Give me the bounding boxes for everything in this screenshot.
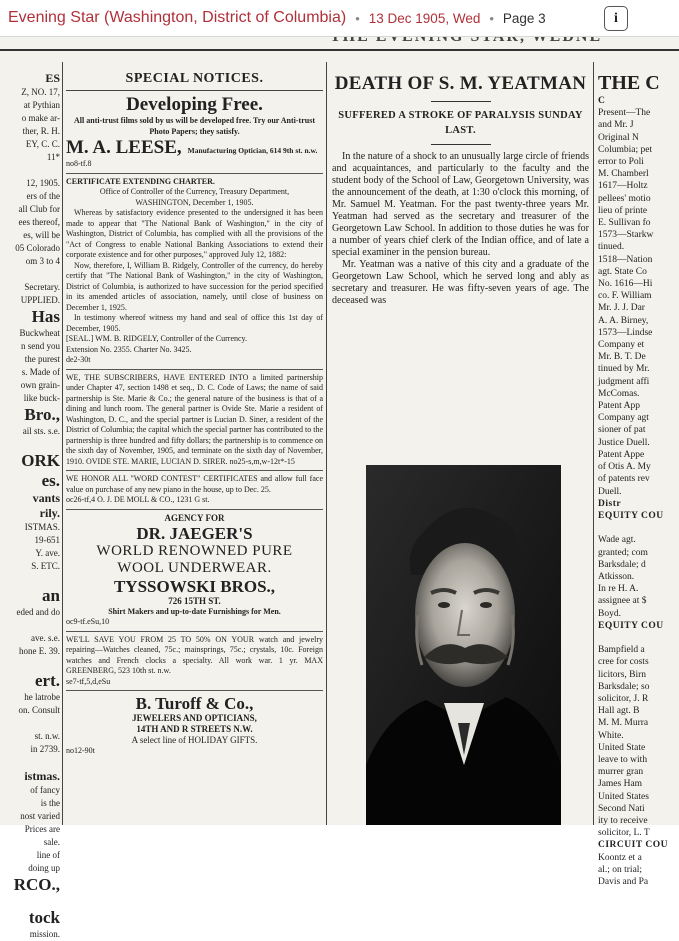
text-fragment: hone E. 39. bbox=[19, 646, 60, 656]
publication-title[interactable]: Evening Star (Washington, District of Columbia) bbox=[8, 9, 347, 26]
text-fragment: 1617—Holtz bbox=[598, 181, 648, 192]
text-fragment: and Mr. J bbox=[598, 120, 634, 131]
text-fragment: Original N bbox=[598, 132, 639, 143]
text-fragment: Buckwheat bbox=[19, 328, 60, 338]
text-fragment bbox=[0, 619, 60, 632]
notice-body: WE, THE SUBSCRIBERS, HAVE ENTERED INTO a limited partnership under Chapter 47, section 1498 et seq., D. C. Code of Laws; the name of said partnership is Ste. Marie & Co.; the general nature of the business is that of a dining and lunch room. The general partner is Ovide Ste. Marie a resident of Washington, D. C., and the special partner is Lucian D. Siner, a resident of the District of Columbia; the capital which the special partner has contributed to the partnership is three hundred and fifty dollars; the partnership is to commence on the sixth day of November, 1905, and terminate on the sixth day of November, 1910. OVIDE STE. MARIE, LUCIAN D. SIRER. no25-s,m,w-12t*-15 bbox=[66, 372, 323, 466]
text-fragment: leave to with bbox=[598, 754, 648, 765]
text-fragment: Bro., bbox=[24, 405, 60, 424]
text-fragment: es. bbox=[41, 471, 60, 490]
text-fragment: judgment affi bbox=[598, 376, 650, 387]
text-fragment: of Otis A. My bbox=[598, 462, 651, 473]
portrait-image bbox=[366, 465, 561, 825]
text-fragment: White. bbox=[598, 730, 624, 741]
text-fragment bbox=[0, 895, 60, 908]
text-fragment: Justice Duell. bbox=[598, 437, 650, 448]
text-fragment bbox=[0, 268, 60, 281]
text-fragment: McComas. bbox=[598, 388, 640, 399]
ad-heading: Developing Free. bbox=[126, 94, 263, 115]
text-fragment: Company agt bbox=[598, 413, 649, 424]
text-fragment: solicitor, J. R bbox=[598, 693, 649, 704]
special-notices-heading: SPECIAL NOTICES. bbox=[66, 67, 323, 91]
portrait-photo bbox=[366, 465, 561, 825]
text-fragment: istmas. bbox=[24, 769, 60, 783]
notice-line: Office of Controller of the Currency, Treasury Department, bbox=[99, 187, 290, 196]
notice-line: Extension No. 2355. Charter No. 3425. bbox=[66, 344, 192, 354]
text-fragment: sale. bbox=[43, 837, 60, 847]
text-fragment: an bbox=[42, 586, 60, 605]
text-fragment: error to Poli bbox=[598, 157, 644, 168]
text-fragment: ISTMAS. bbox=[24, 522, 60, 532]
text-fragment: Boyd. bbox=[598, 608, 621, 619]
text-fragment: Barksdale; so bbox=[598, 681, 650, 692]
text-fragment: ORK bbox=[21, 451, 60, 470]
text-fragment: 11* bbox=[46, 152, 60, 162]
text-fragment: nost varied bbox=[20, 811, 60, 821]
notice-divider bbox=[66, 470, 323, 471]
text-fragment: on. Consult bbox=[18, 705, 60, 715]
text-fragment: James Ham bbox=[598, 779, 643, 790]
text-fragment: Patent App bbox=[598, 401, 640, 412]
text-fragment: RCO., bbox=[13, 875, 60, 894]
masthead-fragment bbox=[330, 37, 670, 49]
text-fragment: tock bbox=[28, 908, 60, 927]
text-fragment: line of bbox=[36, 850, 60, 860]
notice-body: WE HONOR ALL "WORD CONTEST" CERTIFICATES and allow full face value on purchase of any new piano in the house, up to Dec. 25. bbox=[66, 474, 323, 494]
text-fragment bbox=[0, 756, 60, 769]
text-fragment: In re H. A. bbox=[598, 584, 639, 595]
ad-line: JEWELERS AND OPTICIANS, bbox=[132, 713, 257, 723]
text-fragment: sioner of pat bbox=[598, 425, 646, 436]
text-fragment: Duell. bbox=[598, 486, 622, 497]
text-fragment: all Club for bbox=[18, 204, 60, 214]
text-fragment: ail sts. s.e. bbox=[22, 426, 60, 436]
text-fragment: ave. s.e. bbox=[31, 633, 60, 643]
ad-heading: B. Turoff & Co., bbox=[135, 694, 254, 713]
ad-line: 726 15TH ST. bbox=[168, 595, 221, 606]
text-fragment: cree for costs bbox=[598, 657, 649, 668]
text-fragment: s. Made of bbox=[21, 367, 60, 377]
notice-divider bbox=[66, 690, 323, 691]
right-column-fragment bbox=[598, 71, 679, 887]
article-paragraph: Mr. Yeatman was a native of this city and a graduate of the Georgetown Law School, which he served long and ably as secretary and treasurer. He was fifty-seven years of age. The deceased was bbox=[332, 259, 589, 306]
text-fragment: ES bbox=[45, 71, 60, 85]
column-divider bbox=[326, 62, 327, 825]
notice-line: [SEAL.] WM. B. RIDGELY, Controller of the Currency. bbox=[66, 334, 248, 343]
notice-divider bbox=[66, 173, 323, 174]
notice-line: de2-30t bbox=[66, 355, 91, 364]
notice-divider bbox=[66, 509, 323, 510]
text-fragment: Wade agt. bbox=[598, 535, 636, 546]
text-fragment: 1518—Nation bbox=[598, 254, 653, 265]
column-divider bbox=[593, 62, 594, 825]
text-fragment: rily. bbox=[39, 506, 60, 520]
ad-line: AGENCY FOR bbox=[164, 512, 225, 523]
text-fragment: co. F. William bbox=[598, 291, 652, 302]
newspaper-scan[interactable] bbox=[0, 37, 679, 939]
ad-line: Shirt Makers and up-to-date Furnishings for Men. bbox=[108, 606, 281, 616]
notice-divider bbox=[66, 369, 323, 370]
text-fragment: murrer gran bbox=[598, 767, 644, 778]
ad-code: no8-tf.8 bbox=[66, 159, 92, 168]
notice-body: Whereas by satisfactory evidence presented to the undersigned it has been made to appear that "The National Bank of Washington," in the city of Washington, District of Columbia, has complied with all the provisions of the "Act of Congress to enable National Banking Associations to extend their corporate existence and for other purposes," approved July 12, 1882: bbox=[66, 208, 323, 259]
text-fragment: agt. State Co bbox=[598, 266, 647, 277]
advertiser-name: M. A. LEESE, bbox=[66, 137, 182, 158]
text-fragment: st. n.w. bbox=[34, 731, 60, 741]
text-fragment bbox=[0, 658, 60, 671]
text-fragment: ther, R. H. bbox=[22, 126, 60, 136]
ad-heading: DR. JAEGER'S bbox=[136, 523, 253, 543]
text-fragment: Prices are bbox=[24, 824, 60, 834]
column-text bbox=[598, 95, 679, 888]
issue-date[interactable]: 13 Dec 1905, Wed bbox=[368, 10, 481, 26]
text-fragment: vants bbox=[32, 491, 60, 505]
article-column bbox=[332, 71, 589, 431]
text-fragment: ees thereof, bbox=[18, 217, 60, 227]
text-fragment: Has bbox=[31, 307, 60, 326]
text-fragment: is the bbox=[40, 798, 60, 808]
masthead-rule bbox=[0, 49, 679, 51]
text-fragment: C bbox=[598, 96, 606, 106]
article-headline: DEATH OF S. M. YEATMAN bbox=[334, 73, 587, 94]
text-fragment: tinued by Mr. bbox=[598, 364, 650, 375]
text-fragment: 12, 1905. bbox=[26, 178, 60, 188]
text-fragment: 1573—Lindse bbox=[598, 327, 653, 338]
text-fragment: 19-651 bbox=[34, 535, 60, 545]
text-fragment: licitors, Birn bbox=[598, 669, 647, 680]
text-fragment: Bampfield a bbox=[598, 645, 645, 656]
text-fragment: M. Chamberl bbox=[598, 169, 649, 180]
column-heading: THE C bbox=[598, 72, 660, 94]
text-fragment: tinued. bbox=[598, 242, 625, 253]
text-fragment: at Pythian bbox=[23, 100, 60, 110]
info-icon: i bbox=[614, 10, 618, 26]
ad-code: oc9-tf.eSu,10 bbox=[66, 617, 110, 626]
notice-divider bbox=[66, 631, 323, 632]
ad-line: A select line of HOLIDAY GIFTS. bbox=[131, 735, 258, 745]
text-fragment bbox=[0, 717, 60, 730]
text-fragment: of patents rev bbox=[598, 474, 650, 485]
text-fragment: solicitor, L. T bbox=[598, 828, 650, 839]
text-fragment: Mr. B. T. De bbox=[598, 352, 646, 363]
text-fragment: E. Sullivan fo bbox=[598, 218, 651, 229]
ad-code: se7-tf,5,d,eSu bbox=[66, 676, 111, 686]
ad-heading: TYSSOWSKI BROS., bbox=[113, 576, 276, 596]
text-fragment: EY, C. C. bbox=[25, 139, 60, 149]
article-subhead: SUFFERED A STROKE OF PARALYSIS SUNDAY LAST. bbox=[338, 110, 583, 136]
text-fragment: M. M. Murra bbox=[598, 718, 649, 729]
ad-line: WOOL UNDERWEAR. bbox=[117, 559, 272, 576]
text-fragment bbox=[0, 164, 60, 177]
text-fragment: eded and do bbox=[16, 607, 60, 617]
text-fragment: of fancy bbox=[30, 785, 60, 795]
text-fragment: Barksdale; d bbox=[598, 559, 646, 570]
ad-line: 14TH AND R STREETS N.W. bbox=[136, 724, 253, 734]
text-fragment: mission. bbox=[29, 929, 60, 939]
text-fragment bbox=[598, 632, 679, 644]
text-fragment: the purest bbox=[24, 354, 60, 364]
text-fragment: United State bbox=[598, 742, 646, 753]
text-fragment: own grain- bbox=[20, 380, 60, 390]
text-fragment: Koontz et a bbox=[598, 852, 642, 863]
viewer-header bbox=[0, 0, 679, 37]
text-fragment: om 3 to 4 bbox=[25, 256, 60, 266]
page-label: Page 3 bbox=[502, 10, 546, 26]
text-fragment: o make ar- bbox=[21, 113, 60, 123]
text-fragment: 05 Colorado bbox=[15, 243, 60, 253]
text-fragment: Z, NO. 17, bbox=[21, 87, 60, 97]
text-fragment bbox=[598, 522, 679, 534]
separator-dot: • bbox=[489, 10, 494, 26]
text-fragment: in 2739. bbox=[30, 744, 60, 754]
text-fragment: ers of the bbox=[26, 191, 60, 201]
headline-rule bbox=[431, 101, 491, 102]
text-fragment: Y. ave. bbox=[35, 548, 60, 558]
advertiser-sub: Manufacturing Optician, 614 9th st. n.w. bbox=[187, 146, 318, 155]
text-fragment: al.; on trial; bbox=[598, 864, 643, 875]
notice-line: WASHINGTON, December 1, 1905. bbox=[135, 197, 254, 207]
notice-body: Now, therefore, I, William B. Ridgely, Controller of the currency, do hereby certify that "The National Bank of Washington," in the city of Washington, District of Columbia, is authorized to have succession for the period specified in its amended articles of association, namely, until close of business on December 1, 1925. bbox=[66, 260, 323, 312]
text-fragment: No. 1616—Hi bbox=[598, 279, 653, 290]
text-fragment: Secretary. bbox=[24, 282, 60, 292]
separator-dot: • bbox=[355, 10, 360, 26]
text-fragment: Distr bbox=[598, 498, 622, 509]
text-fragment: ert. bbox=[34, 671, 60, 690]
text-fragment: n send you bbox=[21, 341, 60, 351]
notice-line: oc26-tf,4 O. J. DE MOLL & CO., 1231 G st. bbox=[66, 495, 210, 504]
text-fragment: A. A. Birney, bbox=[598, 315, 649, 326]
text-fragment: Mr. J. J. Dar bbox=[598, 303, 645, 314]
advertiser bbox=[66, 137, 323, 159]
text-fragment: doing up bbox=[28, 863, 60, 873]
text-fragment: EQUITY COU bbox=[598, 620, 664, 631]
notice-body: WE'LL SAVE YOU FROM 25 TO 50% ON YOUR watch and jewelry repairing—Watches cleaned, 75c.; mainsprings, 75c.; crystals, 10c. Foreign watches and French clocks a specialty. All work war. 1 yr. MAX GREENBERG, 523 10th st. n.w. bbox=[66, 634, 323, 675]
ad-line: WORLD RENOWNED PURE bbox=[96, 542, 293, 559]
subhead-rule bbox=[431, 144, 491, 145]
text-fragment bbox=[0, 573, 60, 586]
text-fragment: like buck- bbox=[23, 393, 60, 403]
text-fragment: he latrobe bbox=[24, 692, 60, 702]
text-fragment: lieu of printe bbox=[598, 205, 648, 216]
notice-body: In testimony whereof witness my hand and seal of office this 1st day of December, 1905. bbox=[66, 313, 323, 333]
text-fragment: EQUITY COU bbox=[598, 510, 664, 521]
text-fragment: assignee at $ bbox=[598, 596, 647, 607]
text-fragment: Atkisson. bbox=[598, 571, 635, 582]
text-fragment bbox=[0, 438, 60, 451]
text-fragment: Patent Appe bbox=[598, 449, 645, 460]
text-fragment: 1573—Starkw bbox=[598, 230, 654, 241]
text-fragment: es, will be bbox=[23, 230, 60, 240]
text-fragment: pellees' motio bbox=[598, 193, 651, 204]
ad-body: All anti-trust films sold by us will be developed free. Try our Anti-trust Photo Papers; they satisfy. bbox=[74, 116, 315, 136]
text-fragment: CIRCUIT COU bbox=[598, 840, 668, 851]
text-fragment: Hall agt. B bbox=[598, 706, 640, 717]
left-column-fragment bbox=[0, 71, 60, 939]
text-fragment: granted; com bbox=[598, 547, 648, 558]
info-button[interactable] bbox=[604, 6, 628, 31]
text-fragment: Davis and Pa bbox=[598, 877, 649, 887]
text-fragment: Present—The bbox=[598, 108, 651, 119]
text-fragment: Company et bbox=[598, 340, 645, 351]
text-fragment: United States bbox=[598, 791, 649, 802]
column-divider bbox=[62, 62, 63, 825]
notice-heading: CERTIFICATE EXTENDING CHARTER. bbox=[66, 176, 215, 186]
ad-code: no12-90t bbox=[66, 746, 95, 755]
text-fragment: ity to receive bbox=[598, 815, 648, 826]
article-paragraph: In the nature of a shock to an unusually large circle of friends and acquaintances, and particularly to the faculty and the student body of the School of Law, Georgetown University, was the announcement of the death, at 1:30 o'clock this morning, of Mr. Samuel M. Yeatman. For the past twenty-three years Mr. Yeatman had served as the secretary and treasurer of the Georgetown Law School. In addition to those duties he was for a number of years chief clerk of the Indian office, and of late a special examiner in the pension bureau. bbox=[332, 151, 589, 258]
special-notices-column bbox=[66, 67, 323, 825]
text-fragment: Columbia; pet bbox=[598, 144, 653, 155]
text-fragment: S. ETC. bbox=[31, 561, 60, 571]
text-fragment: UPPLIED. bbox=[20, 295, 60, 305]
text-fragment: Second Nati bbox=[598, 803, 645, 814]
